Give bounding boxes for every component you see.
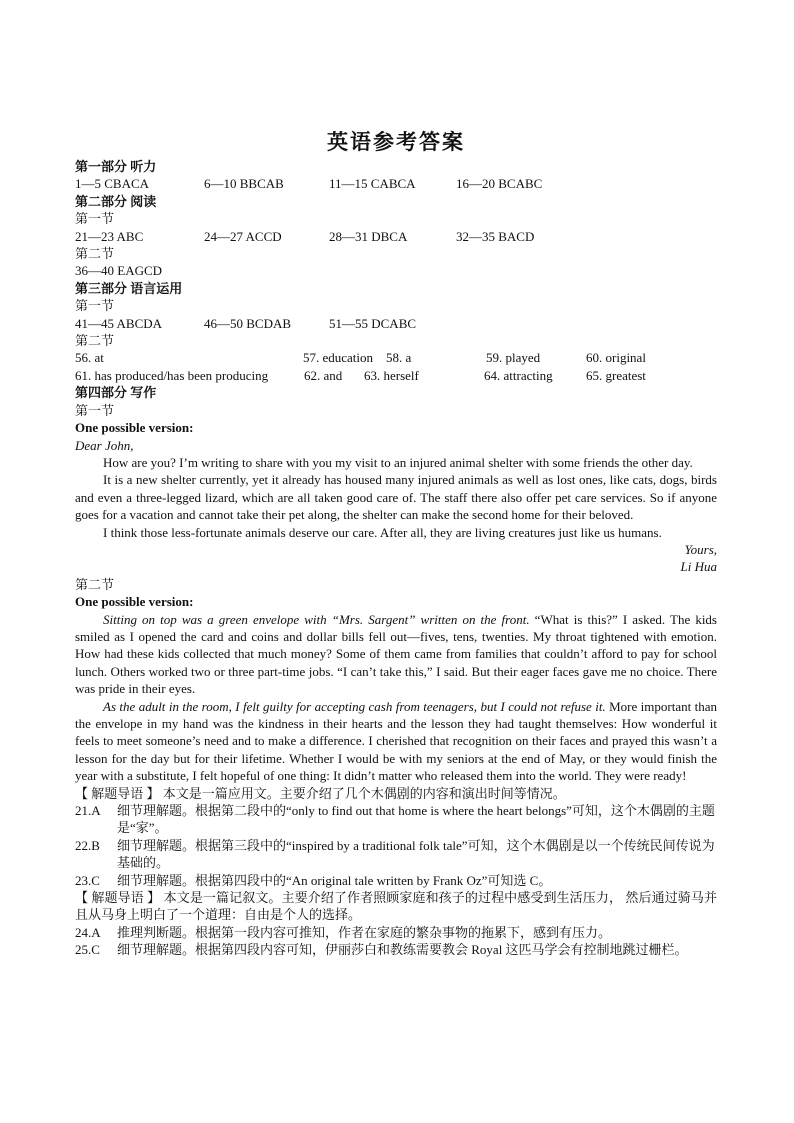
part4-heading: 第四部分 写作: [75, 385, 157, 401]
continuation-paragraph-2: [75, 698, 717, 785]
answer-group: 6—10 BBCAB: [204, 176, 284, 192]
explanation-text: 推理判断题。根据第一段内容可推知，作者在家庭的繁杂事物的拖累下，感到有压力。: [117, 924, 612, 940]
explanation-text: 细节理解题。根据第二段中的“only to find out that home is where the heart belongs”可知，这个木偶剧的主题是“家”。: [117, 803, 715, 836]
explanation-guide: 【 解题导语 】 本文是一篇记叙文。主要介绍了作者照顾家庭和孩子的过程中感受到生活压力， 然后通过骑马并且从马身上明白了一个道理：自由是个人的选择。: [75, 890, 717, 923]
explanation-text: 细节理解题。根据第四段中的“An original tale written by Frank Oz”可知选 C。: [117, 872, 552, 888]
letter-paragraph: I think those less-fortunate animals deserve our care. After all, they are living creatures just like us humans.: [103, 524, 662, 540]
fill-answer: 60. original: [586, 350, 646, 366]
continuation-paragraph-1: [75, 611, 717, 698]
section-label: 第一节: [75, 298, 115, 314]
page-title: 英语参考答案: [327, 130, 465, 154]
fill-answer: 58. a: [386, 350, 412, 366]
question-number: 21.A: [75, 803, 101, 819]
question-number: 25.C: [75, 942, 100, 958]
question-number: 22.B: [75, 837, 100, 853]
part2-heading: 第二部分 阅读: [75, 193, 157, 209]
answer-key-page: [75, 128, 717, 959]
explanation-item: [75, 872, 717, 889]
part2-s2-answers: 36—40 EAGCD: [75, 263, 163, 279]
part3-s1-answers: [75, 315, 717, 332]
section-label: 第二节: [75, 333, 115, 349]
fill-answer: 56. at: [75, 350, 104, 366]
fill-answer: 64. attracting: [484, 367, 553, 383]
part2-s1-answers: [75, 228, 717, 245]
continuation-text: “What is this?” I asked. The kids smiled as I opened the card and coins and dollar bills fell out—fives, tens, twenties. My throat tightened with emotion. How had these kids collected that much money? Some of them came from families that couldn’t afford to pay for school lunch. Others worked two or three part-time jobs. “I can’t take this,” I said. But their eager faces gave me no choice. There was pride in their eyes.: [75, 611, 717, 697]
fill-answer: 62. and: [304, 367, 343, 383]
answer-group: 16—20 BCABC: [456, 176, 543, 192]
given-sentence: As the adult in the room, I felt guilty for accepting cash from teenagers, but I could not refuse it.: [103, 698, 606, 714]
question-number: 24.A: [75, 924, 101, 940]
explanation-item: [75, 837, 717, 872]
answer-group: 41—45 ABCDA: [75, 315, 163, 331]
question-number: 23.C: [75, 872, 100, 888]
letter-closing: Yours,: [684, 541, 717, 557]
answer-group: 24—27 ACCD: [204, 228, 282, 244]
fill-row-2: [75, 367, 717, 384]
fill-answer: 63. herself: [364, 367, 419, 383]
continuation-text: More important than the envelope in my hand was the kindness in their hearts and the lesson they had taught themselves: How wonderful it feels to meet someone’s need and to make a difference. I cherished that recognition on their faces and prayed this wasn’t a lesson for the day but for their lifetime. Whether I would be with my seniors at the end of May, or they would finish the year with a substitute, I felt hopeful of one thing: It didn’t matter who released them into the world. They were ready!: [75, 698, 717, 784]
fill-answer: 59. played: [486, 350, 541, 366]
fill-answer: 65. greatest: [586, 367, 646, 383]
fill-answer: 61. has produced/has been producing: [75, 367, 269, 383]
explanation-item: [75, 802, 717, 837]
given-sentence: Sitting on top was a green envelope with “Mrs. Sargent” written on the front.: [103, 611, 530, 627]
section-label: 第一节: [75, 211, 115, 227]
answer-group: 21—23 ABC: [75, 228, 144, 244]
answer-group: 1—5 CBACA: [75, 176, 150, 192]
part1-answers: [75, 175, 717, 192]
answer-group: 32—35 BACD: [456, 228, 535, 244]
explanation-item: [75, 924, 717, 941]
answer-group: 11—15 CABCA: [329, 176, 416, 192]
fill-answer: 57. education: [303, 350, 374, 366]
answer-group: 46—50 BCDAB: [204, 315, 292, 331]
part3-heading: 第三部分 语言运用: [75, 280, 183, 296]
section-label: 第一节: [75, 402, 115, 418]
answer-group: 51—55 DCABC: [329, 315, 417, 331]
part1-heading: 第一部分 听力: [75, 159, 157, 174]
section-label: 第二节: [75, 246, 115, 262]
explanation-text: 细节理解题。根据第四段内容可知，伊丽莎白和教练需要教会 Royal 这匹马学会有控制地跳过栅栏。: [117, 942, 688, 958]
explanation-text: 细节理解题。根据第三段中的“inspired by a traditional folk tale”可知，这个木偶剧是以一个传统民间传说为基础的。: [117, 837, 715, 871]
explanation-item: [75, 941, 717, 958]
explanation-guide: 【 解题导语 】 本文是一篇应用文。主要介绍了几个木偶剧的内容和演出时间等情况。: [75, 785, 566, 801]
version-label: One possible version:: [75, 594, 194, 610]
fill-row-1: [75, 349, 717, 366]
letter-paragraph: How are you? I’m writing to share with you my visit to an injured animal shelter with some friends the other day.: [103, 454, 693, 470]
letter-paragraph: It is a new shelter currently, yet it already has housed many injured animals as well as lost ones, like cats, dogs, birds and even a three-legged lizard, which are all taken good care of. The staff there also offer pet care services. So if anyone goes for a vacation and cannot take their pet along, the shelter can make the second home for their beloved.: [75, 472, 717, 523]
version-label: One possible version:: [75, 420, 194, 436]
answer-group: 28—31 DBCA: [329, 228, 408, 244]
letter-greeting: Dear John,: [75, 437, 134, 453]
section-label: 第二节: [75, 576, 115, 592]
letter-signature: Li Hua: [680, 559, 717, 575]
